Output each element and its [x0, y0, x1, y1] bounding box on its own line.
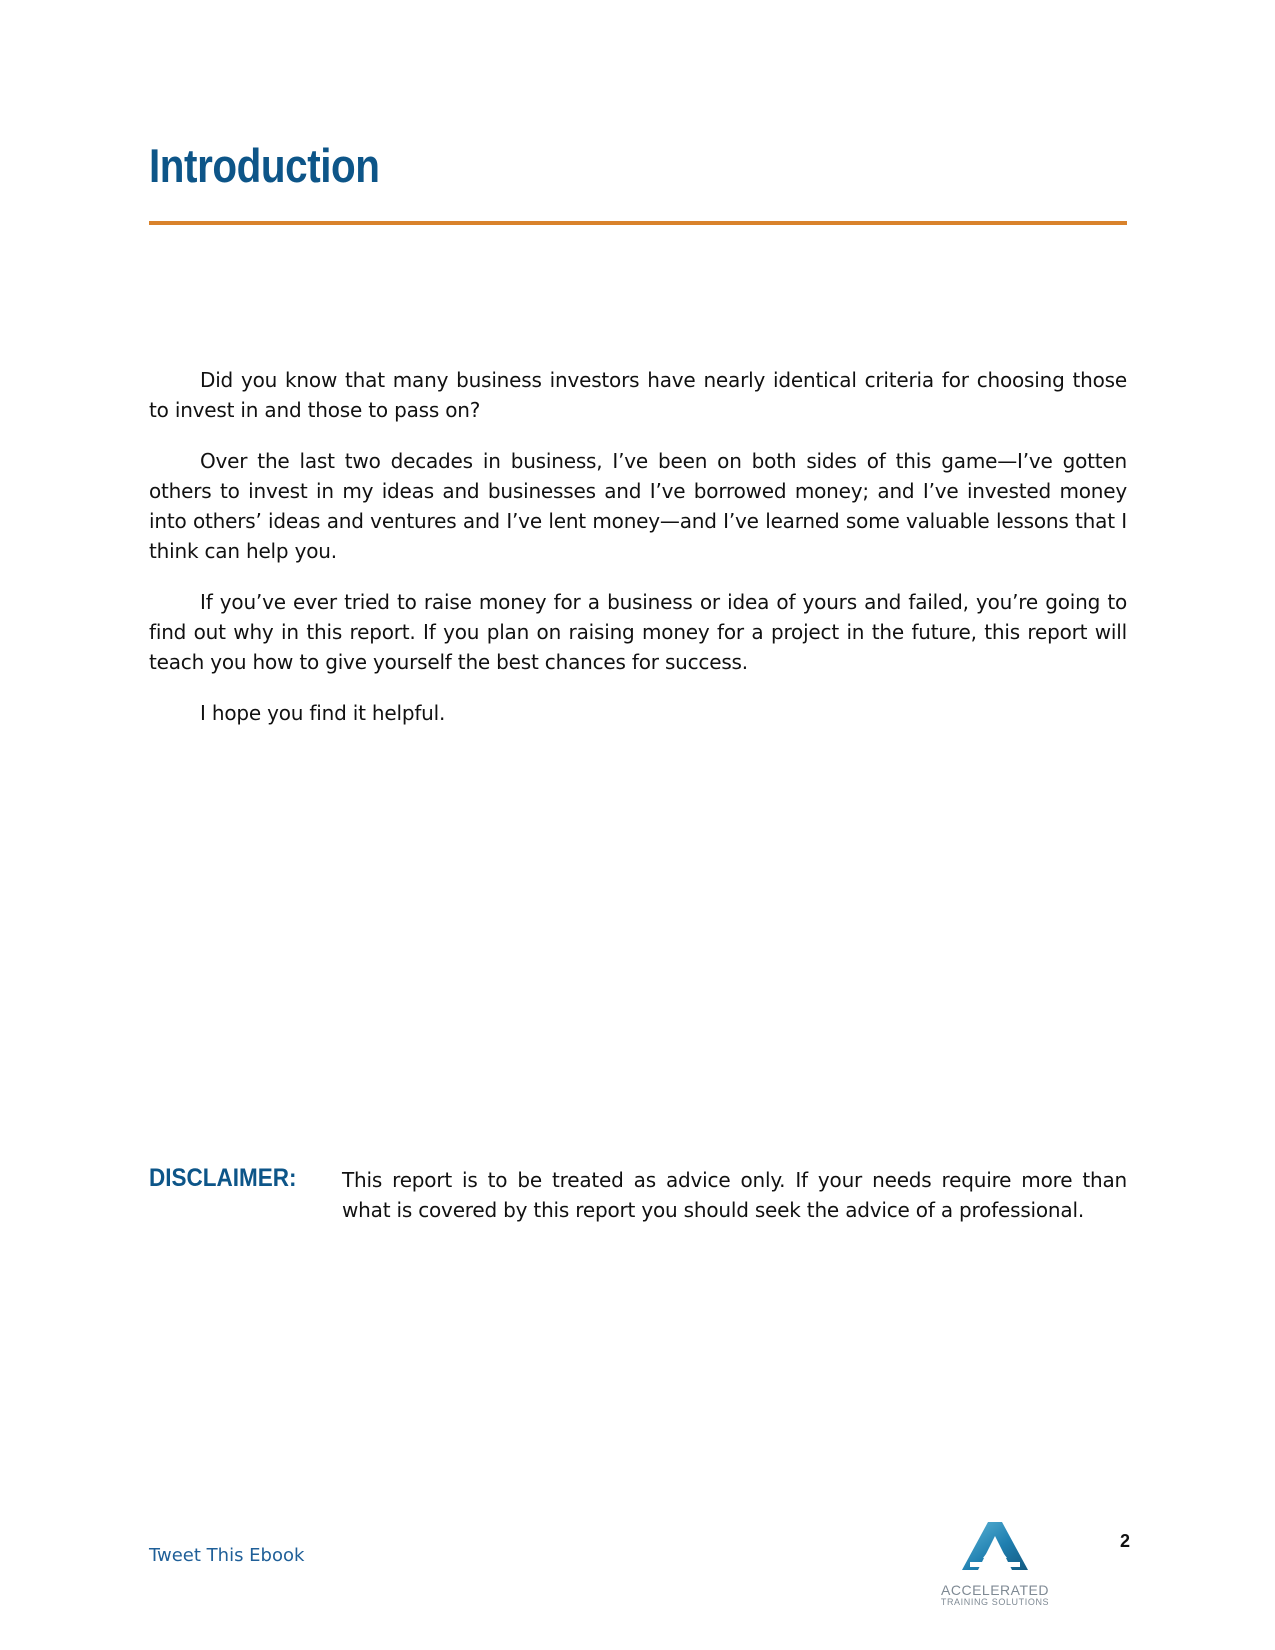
- intro-paragraph-4: I hope you find it helpful.: [200, 701, 446, 725]
- company-logo: [930, 1520, 1060, 1610]
- page-number: 2: [1119, 1531, 1130, 1551]
- intro-paragraph-1: Did you know that many business investors have nearly identical criteria for choosing those to invest in and those to pass on?: [149, 368, 1127, 422]
- page-title: Introduction: [149, 139, 380, 192]
- intro-body: [149, 365, 1127, 749]
- title-divider: [149, 221, 1127, 225]
- accelerated-a-logo-icon: [960, 1520, 1030, 1582]
- disclaimer-label: DISCLAIMER:: [149, 1164, 297, 1192]
- disclaimer-text: This report is to be treated as advice only. If your needs require more than what is covered by this report you should seek the advice of a professional.: [342, 1168, 1127, 1222]
- tweet-ebook-link[interactable]: Tweet This Ebook: [149, 1545, 305, 1566]
- logo-text-training-solutions: TRAINING SOLUTIONS: [940, 1597, 1050, 1607]
- intro-paragraph-3: If you’ve ever tried to raise money for a business or idea of yours and failed, you’re going to find out why in this report. If you plan on raising money for a project in the future, this report will teach you how to give yourself the best chances for success.: [149, 590, 1127, 674]
- intro-paragraph-2: Over the last two decades in business, I’ve been on both sides of this game—I’ve gotten others to invest in my ideas and businesses and I’ve borrowed money; and I’ve invested money into others’ ideas and ventures and I’ve lent money—and I’ve learned some valuable lessons that I think can help you.: [149, 449, 1127, 563]
- logo-text-accelerated: ACCELERATED: [941, 1582, 1049, 1598]
